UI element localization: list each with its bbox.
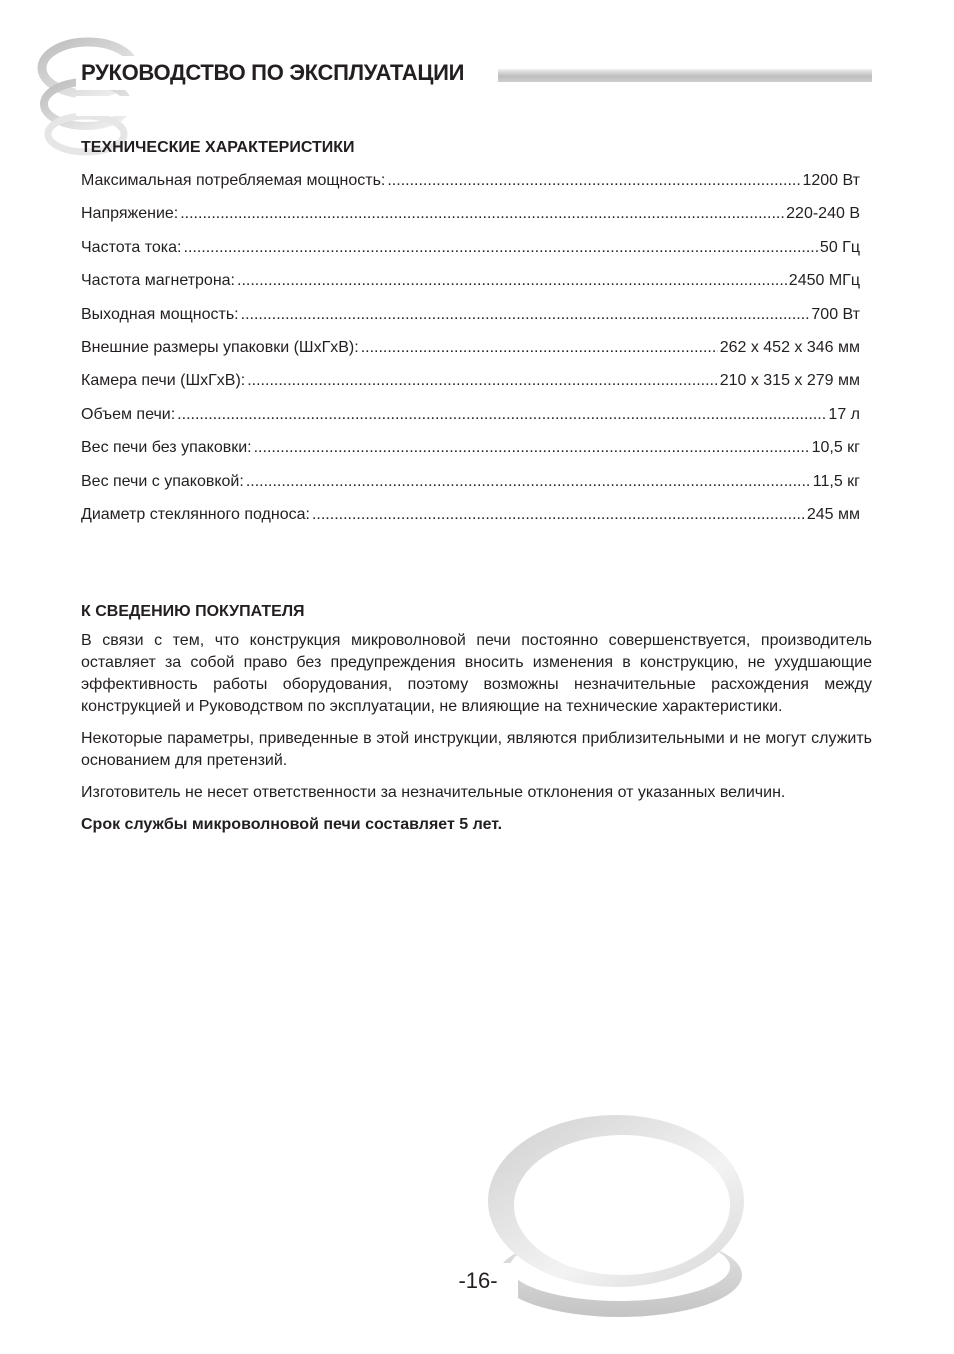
spec-label: Максимальная потребляемая мощность:: [81, 172, 386, 189]
dot-leader: [237, 270, 787, 292]
spec-value: 210 х 315 х 279 мм: [719, 372, 860, 390]
notice-paragraph: В связи с тем, что конструкция микроволновой печи постоянно совершенствуется, производитель оставляет за собой право без предупреждения вносить изменения в конструкцию, не ухудшающие эффективность работы оборудования, поэтому возможны незначительные расхождения между конструкцией и Руководством по эксплуатации, не влияющие на технические характеристики.: [81, 632, 872, 715]
header-rule-bar: [498, 69, 872, 82]
dot-leader: [241, 304, 810, 326]
spec-label: Камера печи (ШхГхВ):: [81, 372, 246, 390]
spec-label: Выходная мощность:: [81, 305, 239, 323]
spec-value: 50 Гц: [819, 238, 860, 256]
dot-leader: [361, 337, 718, 359]
spec-row: [81, 337, 860, 370]
page-number: -16-: [438, 1263, 518, 1299]
spec-row: [81, 370, 860, 403]
spec-row: [81, 203, 860, 236]
spec-label: Диаметр стеклянного подноса:: [81, 505, 310, 523]
spec-label: Частота тока:: [81, 238, 182, 256]
notice-paragraph: Изготовитель не несет ответственности за незначительные отклонения от указанных величин.: [81, 784, 786, 801]
specs-heading: ТЕХНИЧЕСКИЕ ХАРАКТЕРИСТИКИ: [81, 139, 355, 156]
dot-leader: [184, 237, 818, 259]
dot-leader: [180, 203, 784, 225]
spec-row: [81, 270, 860, 303]
spec-row: [81, 404, 860, 437]
dot-leader: [247, 370, 717, 392]
page-title: РУКОВОДСТВО ПО ЭКСПЛУАТАЦИИ: [81, 60, 465, 85]
spec-label: Частота магнетрона:: [81, 272, 235, 290]
notice-heading: К СВЕДЕНИЮ ПОКУПАТЕЛЯ: [81, 603, 305, 620]
spec-row: [81, 170, 860, 203]
notice-body: [81, 630, 872, 846]
spec-value: 1200 Вт: [802, 172, 860, 189]
dot-leader: [254, 437, 810, 459]
spec-value: 700 Вт: [811, 305, 860, 323]
spec-value: 220-240 В: [786, 205, 860, 223]
dot-leader: [177, 404, 826, 426]
dot-leader: [246, 471, 811, 493]
spec-label: Объем печи:: [81, 405, 176, 423]
spec-label: Вес печи без упаковки:: [81, 439, 252, 457]
spec-row: [81, 437, 860, 470]
spec-label: Внешние размеры упаковки (ШхГхВ):: [81, 338, 359, 356]
spec-row: [81, 304, 860, 337]
notice-paragraph: Некоторые параметры, приведенные в этой инструкции, являются приблизительными и не могут служить основанием для претензий.: [81, 730, 872, 769]
dot-leader: [387, 170, 800, 192]
spec-row: [81, 504, 860, 537]
dot-leader: [312, 504, 805, 526]
spec-row: [81, 237, 860, 270]
spec-value: 11,5 кг: [812, 472, 860, 490]
spec-value: 10,5 кг: [811, 439, 860, 457]
spec-label: Напряжение:: [81, 205, 179, 223]
specs-list: [81, 170, 860, 537]
spec-value: 245 мм: [806, 505, 860, 523]
spec-row: [81, 471, 860, 504]
service-life-note: Срок службы микроволновой печи составляет 5 лет.: [81, 816, 503, 833]
spec-value: 17 л: [828, 405, 860, 423]
spec-label: Вес печи с упаковкой:: [81, 472, 244, 490]
spec-value: 262 х 452 х 346 мм: [719, 338, 860, 356]
spec-value: 2450 МГц: [788, 272, 860, 290]
